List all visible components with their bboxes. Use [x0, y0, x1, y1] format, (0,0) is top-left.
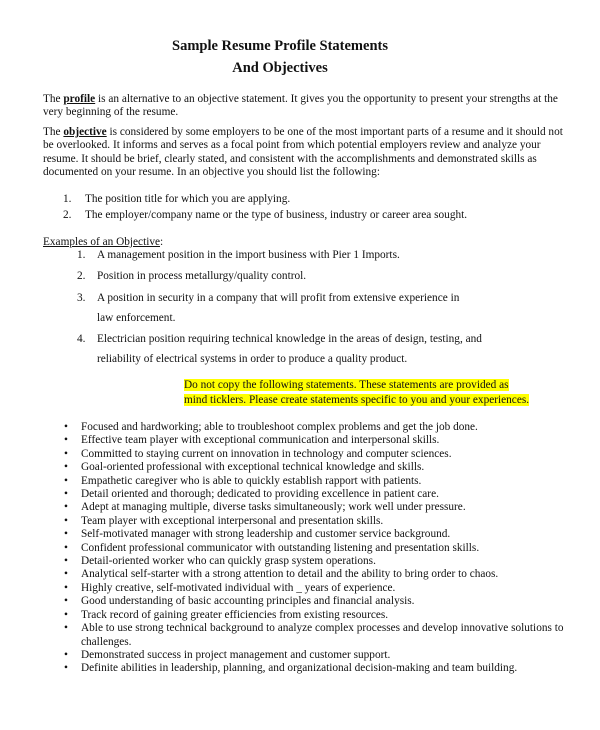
bullet-icon: •	[64, 474, 68, 487]
bullet-icon: •	[64, 541, 68, 554]
list-item	[64, 448, 569, 461]
profile-prefix: The	[43, 93, 64, 105]
statement-text: Demonstrated success in project management and customer support.	[81, 648, 391, 661]
list-item	[64, 622, 569, 649]
profile-statements-list	[64, 421, 569, 676]
statement-text: Empathetic caregiver who is able to quickly establish rapport with patients.	[81, 474, 422, 487]
list-item	[64, 515, 569, 528]
examples-heading-text: Examples of an Objective	[43, 236, 161, 248]
statement-text: Confident professional communicator with outstanding listening and presentation skills.	[81, 541, 480, 554]
profile-term: profile	[63, 93, 96, 105]
bullet-icon: •	[64, 514, 68, 527]
statement-text: Highly creative, self-motivated individual with _ years of experience.	[81, 581, 396, 594]
example-text: Electrician position requiring technical knowledge in the areas of design, testing, and	[97, 332, 482, 345]
list-item	[64, 421, 569, 434]
bullet-icon: •	[64, 581, 68, 594]
objective-term: objective	[63, 126, 107, 138]
bullet-icon: •	[64, 461, 68, 474]
objective-paragraph	[43, 126, 568, 180]
statement-text: Team player with exceptional interpersonal and presentation skills.	[81, 514, 384, 527]
example-number: 3.	[77, 291, 86, 304]
page-title-line2: And Objectives	[232, 60, 328, 76]
note-line1: Do not copy the following statements. These statements are provided as	[184, 379, 509, 391]
list-item	[64, 555, 569, 568]
list-item	[64, 528, 569, 541]
objective-text: is considered by some employers to be one of the most important parts of a resume and it should not be overlooked. It informs and serves as a focal point from which potential employers review and analyze your resume. It should be brief, clearly stated, and consistent with the accomplishments and demonstrated skills as documented on your resume. In an objective you should list the following:	[43, 126, 563, 179]
list-text: The position title for which you are applying.	[85, 193, 291, 205]
list-number: 1.	[63, 193, 72, 205]
statement-text: Detail-oriented worker who can quickly grasp system operations.	[81, 555, 376, 568]
bullet-icon: •	[64, 608, 68, 621]
bullet-icon: •	[64, 662, 68, 675]
example-text: Position in process metallurgy/quality control.	[97, 270, 307, 283]
list-item	[63, 209, 467, 222]
note-line2: mind ticklers. Please create statements specific to you and your experiences.	[184, 394, 530, 406]
example-text-continued: reliability of electrical systems in order to produce a quality product.	[97, 353, 408, 366]
list-number: 2.	[63, 209, 72, 222]
bullet-icon: •	[64, 528, 68, 541]
statement-text: Definite abilities in leadership, planning, and organizational decision-making and team building.	[81, 662, 518, 675]
statement-text: Self-motivated manager with strong leadership and customer service background.	[81, 528, 451, 541]
statement-text: Focused and hardworking; able to troubleshoot complex problems and get the job done.	[81, 421, 478, 433]
list-item	[64, 488, 569, 501]
bullet-icon: •	[64, 595, 68, 608]
example-number: 2.	[77, 270, 86, 283]
statement-text: Effective team player with exceptional communication and interpersonal skills.	[81, 434, 440, 447]
example-item	[77, 292, 557, 326]
list-item	[64, 609, 569, 622]
page-title-line1: Sample Resume Profile Statements	[172, 38, 388, 54]
list-item	[64, 662, 569, 675]
list-item	[64, 542, 569, 555]
example-item	[77, 249, 557, 262]
list-item	[63, 193, 467, 206]
list-item	[64, 582, 569, 595]
bullet-icon: •	[64, 421, 68, 433]
bullet-icon: •	[64, 447, 68, 460]
statement-text: Able to use strong technical background to analyze complex processes and develop innovative solutions to challenges.	[81, 622, 564, 648]
bullet-icon: •	[64, 488, 68, 501]
list-item	[64, 461, 569, 474]
statement-text: Goal-oriented professional with exceptional technical knowledge and skills.	[81, 461, 425, 474]
statement-text: Analytical self-starter with a strong attention to detail and the ability to bring order to chaos.	[81, 568, 499, 581]
list-item	[64, 434, 569, 447]
example-item	[77, 333, 557, 367]
profile-paragraph	[43, 93, 568, 120]
statement-text: Detail oriented and thorough; dedicated to providing excellence in patient care.	[81, 488, 439, 501]
objective-requirements-list	[63, 193, 467, 226]
highlighted-note	[184, 378, 564, 408]
example-number: 1.	[77, 249, 86, 261]
objective-prefix: The	[43, 126, 64, 138]
bullet-icon: •	[64, 501, 68, 514]
list-item	[64, 501, 569, 514]
statement-text: Track record of gaining greater efficiencies from existing resources.	[81, 608, 389, 621]
list-item	[64, 595, 569, 608]
examples-heading	[43, 236, 163, 248]
example-text: A management position in the import business with Pier 1 Imports.	[97, 249, 400, 261]
list-item	[64, 475, 569, 488]
example-text-continued: law enforcement.	[97, 312, 176, 325]
examples-list	[77, 249, 557, 366]
bullet-icon: •	[64, 555, 68, 568]
bullet-icon: •	[64, 648, 68, 661]
example-item	[77, 270, 557, 283]
bullet-icon: •	[64, 434, 68, 447]
example-text: A position in security in a company that will profit from extensive experience in	[97, 291, 460, 304]
statement-text: Good understanding of basic accounting principles and financial analysis.	[81, 595, 415, 608]
examples-heading-colon: :	[160, 236, 164, 248]
bullet-icon: •	[64, 622, 68, 635]
list-text: The employer/company name or the type of business, industry or career area sought.	[85, 209, 468, 222]
bullet-icon: •	[64, 568, 68, 581]
example-number: 4.	[77, 332, 86, 345]
profile-text: is an alternative to an objective statement. It gives you the opportunity to present your strengths at the very beginning of the resume.	[43, 93, 558, 119]
statement-text: Committed to staying current on innovation in technology and computer sciences.	[81, 447, 452, 460]
list-item	[64, 568, 569, 581]
statement-text: Adept at managing multiple, diverse tasks simultaneously; work well under pressure.	[81, 501, 466, 514]
list-item	[64, 649, 569, 662]
